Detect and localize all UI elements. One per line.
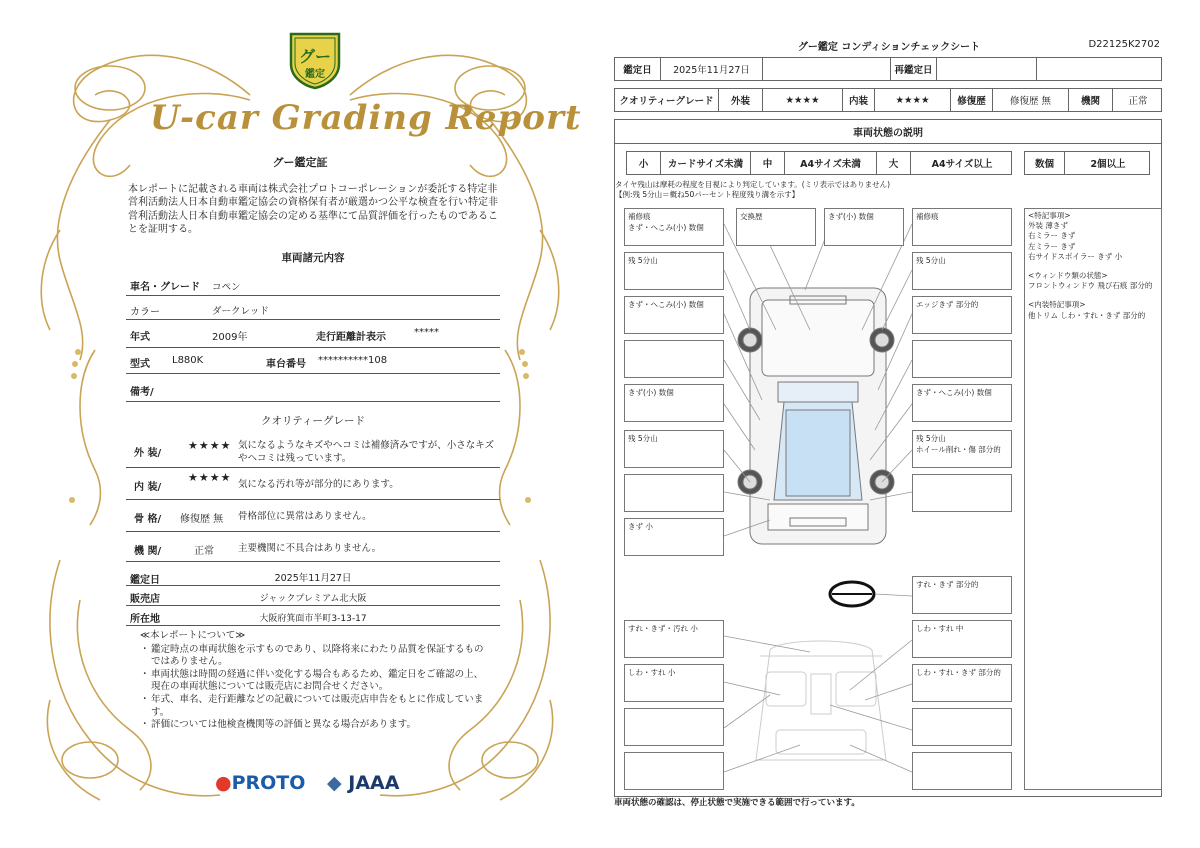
interior-notes-title: <内装特記事項>	[1028, 300, 1086, 310]
damage-box: 残 5分山	[624, 252, 724, 290]
repair-history-label: 修復歴	[951, 89, 993, 111]
sheet-title: グー鑑定 コンディションチェックシート	[797, 42, 981, 53]
damage-box: しわ・すれ 小	[624, 664, 724, 702]
interior-label: 内装	[843, 89, 875, 111]
car-top-view	[738, 288, 894, 544]
about-item: ・ 鑑定時点の車両状態を示すものであり、以降将来にわたり品質を保証するものではありません。	[140, 644, 490, 669]
size-medium-desc: A4サイズ未満	[785, 152, 877, 174]
year-value: 2009年	[212, 332, 248, 343]
report-title: U-car Grading Report	[150, 98, 582, 138]
damage-box	[624, 708, 724, 746]
chassis-value: **********108	[318, 355, 388, 366]
interior-stars: ★★★★	[188, 471, 232, 484]
window-notes-title: <ウィンドウ類の状態>	[1028, 271, 1108, 281]
date-label: 鑑定日	[130, 575, 160, 586]
damage-box: しわ・すれ・きず 部分的	[912, 664, 1012, 702]
note-item: 右サイドスポイラー きず 小	[1028, 251, 1123, 261]
frame-value: 修復歴 無	[180, 514, 224, 525]
quality-grade-label: クオリティーグレード	[615, 89, 719, 111]
certificate-title: グー鑑定証	[272, 156, 328, 169]
spec-row-color	[126, 296, 500, 320]
damage-box	[624, 752, 724, 790]
model-value: L880K	[172, 355, 204, 366]
goo-kantei-badge	[287, 30, 343, 90]
count-label: 数個	[1025, 152, 1065, 174]
damage-box: すれ・きず・汚れ 小	[624, 620, 724, 658]
shop-row	[126, 586, 500, 606]
mileage-label: 走行距離計表示	[316, 332, 386, 343]
reinspect-date-label: 再鑑定日	[891, 58, 937, 80]
year-label: 年式	[130, 332, 150, 343]
damage-box	[912, 474, 1012, 512]
note-item: 外装 薄きず	[1028, 221, 1068, 231]
damage-box: 残 5分山	[912, 252, 1012, 290]
damage-box: きず(小) 数個	[824, 208, 904, 246]
exterior-stars: ★★★★	[763, 89, 843, 111]
exterior-description: 気になるようなキズやヘコミは補修済みですが、小さなキズやヘコミは残っています。	[238, 440, 495, 464]
footer-logos	[215, 772, 415, 798]
inspect-date-value: 2025年11月27日	[661, 58, 763, 80]
mileage-value: *****	[414, 327, 439, 338]
engine-label: 機関	[1069, 89, 1113, 111]
color-value: ダークレッド	[212, 306, 269, 317]
spec-row-model	[126, 348, 500, 374]
certificate-text: 本レポートに記載される車両は株式会社プロトコーポレーションが委託する特定非営利活動法人日本自動車鑑定協会の資格保有者が厳選かつ公平な検査を行い特定非営利活動法人日本自動車鑑定協会の定める基準にて品質評価を行ったものであることを証明する。	[128, 184, 498, 235]
damage-box	[624, 474, 724, 512]
size-large-desc: A4サイズ以上	[931, 159, 993, 170]
note-item: フロントウィンドウ 飛び石痕 部分的	[1028, 281, 1153, 291]
engine-description: 主要機関に不具合はありません。	[238, 543, 382, 554]
model-label: 型式	[130, 359, 150, 370]
about-title: ≪本レポートについて≫	[140, 630, 246, 641]
footer-note: 車両状態の確認は、停止状態で実施できる範囲で行っています。	[614, 798, 860, 808]
size-medium-label: 中	[751, 152, 785, 174]
note-item: 左ミラー きず	[1028, 241, 1076, 251]
proto-mark-icon: ●	[215, 772, 232, 794]
spec-row-remarks	[126, 374, 500, 402]
address-label: 所在地	[130, 614, 160, 625]
address-row	[126, 606, 500, 626]
inspect-date-label: 鑑定日	[615, 58, 661, 80]
size-large-label: 大	[877, 152, 911, 174]
car-interior-view	[756, 641, 886, 760]
damage-box: きず・へこみ(小) 数個	[624, 296, 724, 334]
tire-note: タイヤ残山は摩耗の程度を目視により判定しています。(ミリ表示ではありません) 【例:残 5分山＝概ね50パーセント程度残り溝を示す】	[615, 180, 891, 199]
damage-box: 残 5分山 ホイール削れ・傷 部分的	[912, 430, 1012, 468]
engine-value: 正常	[1128, 96, 1148, 107]
damage-box: 補修痕	[912, 208, 1012, 246]
address-value: 大阪府箕面市半町3-13-17	[259, 614, 367, 624]
quality-row-frame	[126, 500, 500, 532]
exterior-label: 外 装/	[134, 448, 162, 459]
interior-stars: ★★★★	[875, 89, 951, 111]
damage-box	[912, 752, 1012, 790]
special-notes-title: <特記事項>	[1028, 211, 1071, 220]
count-desc: 2個以上	[1090, 159, 1126, 170]
damage-box: きず(小) 数個	[624, 384, 724, 422]
steering-wheel-icon	[830, 582, 874, 606]
quality-row-exterior	[126, 432, 500, 468]
remarks-label: 備考/	[130, 387, 154, 398]
quality-row-interior	[126, 468, 500, 500]
exterior-label: 外装	[719, 89, 763, 111]
damage-box	[624, 340, 724, 378]
spec-section-title: 車両諸元内容	[281, 252, 345, 264]
inspection-date-row	[126, 566, 500, 586]
size-legend	[626, 151, 1012, 175]
repair-history-value: 修復歴 無	[993, 89, 1069, 111]
about-item: ・ 評価については他検査機関等の評価と異なる場合があります。	[140, 719, 490, 732]
damage-box: きず 小	[624, 518, 724, 556]
shop-value: ジャックプレミアム北大阪	[259, 594, 367, 604]
size-small-label: 小	[627, 152, 661, 174]
badge-subtext: 鑑定	[305, 69, 325, 80]
about-item: ・ 年式、車名、走行距離などの記載については販売店申告をもとに作成しています。	[140, 694, 490, 719]
damage-box	[912, 340, 1012, 378]
date-header-row	[614, 57, 1162, 81]
damage-box: きず・へこみ(小) 数個	[912, 384, 1012, 422]
note-item: 右ミラー きず	[1028, 231, 1076, 241]
engine-value: 正常	[194, 546, 214, 557]
spec-row-year	[126, 320, 500, 348]
size-small-desc: カードサイズ未満	[661, 152, 751, 174]
interior-label: 内 装/	[134, 482, 162, 493]
date-value: 2025年11月27日	[274, 573, 352, 584]
damage-box: すれ・きず 部分的	[912, 576, 1012, 614]
engine-label: 機 関/	[134, 546, 162, 557]
quality-section-title: クオリティーグレード	[261, 415, 365, 427]
jaaa-logo: ◆ JAAA	[327, 772, 400, 794]
damage-box	[912, 708, 1012, 746]
quality-row-engine	[126, 532, 500, 562]
spec-row-name	[126, 272, 500, 296]
empty-cell	[1037, 58, 1163, 80]
damage-box: 補修痕 きず・へこみ(小) 数個	[624, 208, 724, 246]
empty-cell	[763, 58, 891, 80]
exterior-stars: ★★★★	[188, 439, 232, 452]
chassis-label: 車台番号	[266, 359, 306, 370]
condition-section-title: 車両状態の説明	[615, 120, 1161, 144]
shop-label: 販売店	[130, 594, 160, 605]
name-value: コペン	[212, 282, 241, 293]
frame-description: 骨格部位に異常はありません。	[238, 511, 372, 522]
condition-check-sheet	[600, 0, 1200, 848]
document-id: D22125K2702	[1088, 39, 1160, 50]
damage-box: 残 5分山	[624, 430, 724, 468]
damage-box: エッジきず 部分的	[912, 296, 1012, 334]
damage-box: しわ・すれ 中	[912, 620, 1012, 658]
badge-text: グー	[298, 47, 331, 66]
about-report	[140, 630, 490, 732]
special-notes-panel	[1024, 208, 1162, 790]
interior-description: 気になる汚れ等が部分的にあります。	[238, 479, 399, 490]
grade-header-row	[614, 88, 1162, 112]
count-legend	[1024, 151, 1150, 175]
note-item: 他トリム しわ・すれ・きず 部分的	[1028, 310, 1146, 320]
frame-label: 骨 格/	[134, 514, 162, 525]
color-label: カラー	[130, 307, 160, 318]
jaaa-mark-icon: ◆	[327, 772, 342, 794]
reinspect-date-value	[937, 58, 1037, 80]
about-item: ・ 車両状態は時間の経過に伴い変化する場合もあるため、鑑定日をご確認の上、現在の車両状態については販売店にお問合せください。	[140, 669, 490, 694]
proto-logo: ●PROTO	[215, 772, 306, 794]
name-label: 車名・グレード	[130, 282, 200, 293]
damage-box: 交換歴	[736, 208, 816, 246]
